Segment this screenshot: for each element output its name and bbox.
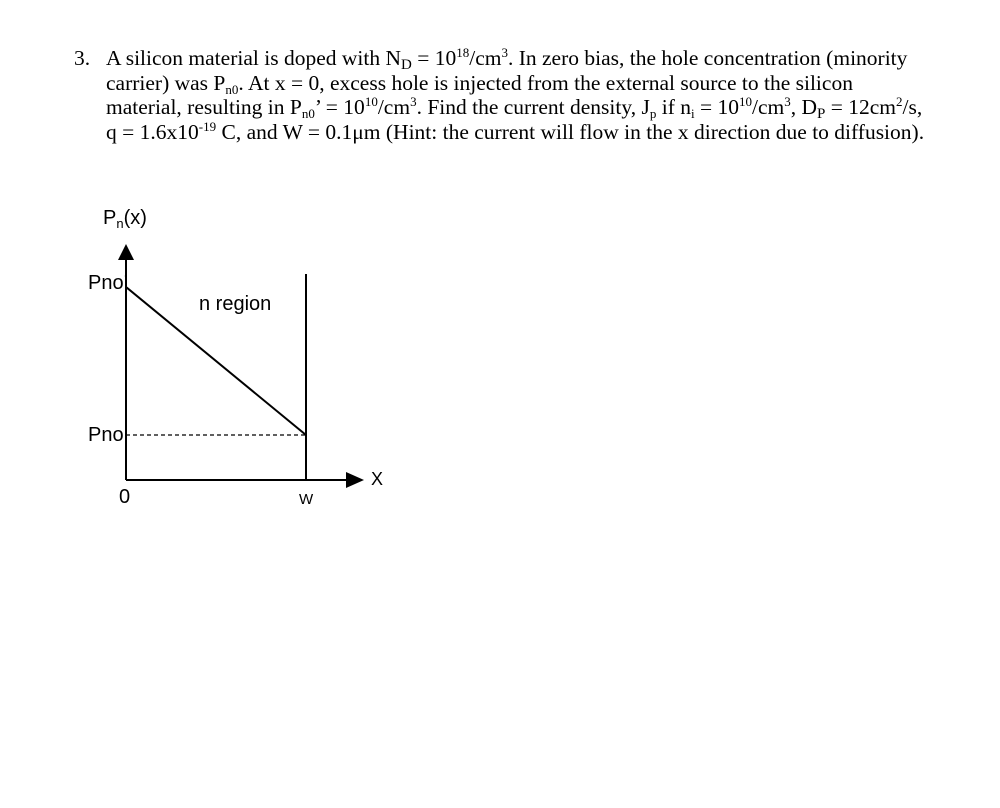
origin-label: 0 [119, 486, 131, 508]
pno-label: Pno [88, 424, 124, 446]
y-axis-label: $P_n(x)$ [103, 207, 147, 231]
x-axis-label: X [371, 469, 384, 489]
problem-text: A silicon material is doped with $N_D = 10^{18}/cm^3$. In zero bias, the hole concentration (minority carrier) was $P_{n0}$. At x = 0, excess hole is injected from the external source to the silicon material, resulting in $P_{n0}$’ = $10^{10}/cm^3$. Find the current density, $J_p$ if $n_i = 10^{10}/cm^3$, $D_P = 12cm^2/s$, $q = 1.6x10^{-19}$ C, and W = 0.1μm (Hint: the current will flow in the x direction due to diffusion). [106, 45, 925, 144]
problem-number: 3. [74, 46, 91, 70]
x-axis-arrowhead [346, 472, 364, 488]
y-axis-arrowhead [118, 244, 134, 260]
pno-prime-label: Pno’ [88, 272, 129, 294]
w-label: W [299, 491, 314, 508]
n-region-label: n region [199, 293, 272, 315]
